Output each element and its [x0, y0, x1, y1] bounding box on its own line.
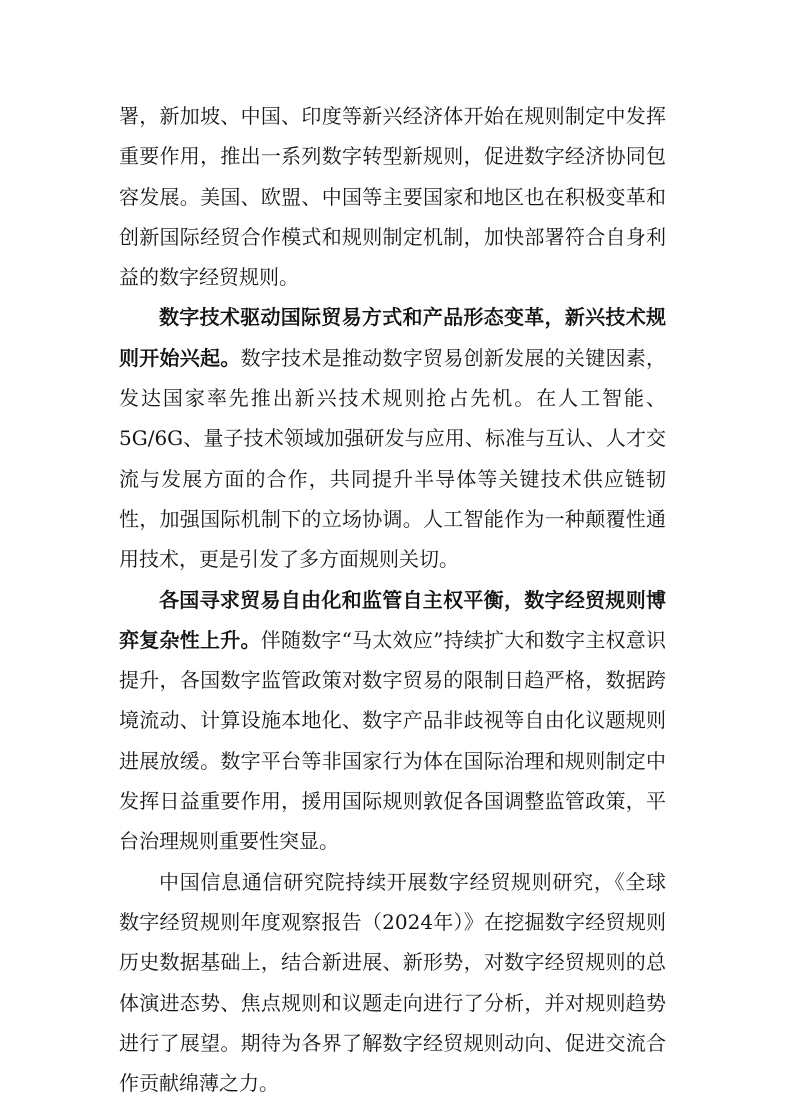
paragraph-text: 数字技术是推动数字贸易创新发展的关键因素，发达国家率先推出新兴技术规则抢占先机。在人工智能、5G/6G、量子技术领域加强研发与应用、标准与互认、人才交流与发展方面的合作，共同提升半导体等关键技术供应链韧性，加强国际机制下的立场协调。人工智能作为一种颠覆性通用技术，更是引发了多方面规则关切。	[119, 345, 667, 572]
paragraph-text: 署，新加坡、中国、印度等新兴经济体开始在规则制定中发挥重要作用，推出一系列数字转型新规则，促进数字经济协同包容发展。美国、欧盟、中国等主要国家和地区也在积极变革和创新国际经贸合作模式和规则制定机制，加快部署符合自身利益的数字经贸规则。	[119, 104, 666, 290]
document-body	[119, 96, 666, 1103]
paragraph-text: 伴随数字“马太效应”持续扩大和数字主权意识提升，各国数字监管政策对数字贸易的限制日趋严格，数据跨境流动、计算设施本地化、数字产品非歧视等自由化议题规则进展放缓。数字平台等非国家行为体在国际治理和规则制定中发挥日益重要作用，援用国际规则敦促各国调整监管政策，平台治理规则重要性突显。	[119, 627, 667, 854]
paragraph-lead-heading: 各国寻求贸易自由化和监管自主权平衡，数字经贸规则博弈复杂性上升。	[119, 587, 666, 652]
paragraph-text: 中国信息通信研究院持续开展数字经贸规则研究，《全球数字经贸规则年度观察报告（2024年）》在挖掘数字经贸规则历史数据基础上，结合新进展、新形势，对数字经贸规则的总体演进态势、焦点规则和议题走向进行了分析，并对规则趋势进行了展望。期待为各界了解数字经贸规则动向、促进交流合作贡献绵薄之力。	[119, 869, 666, 1096]
paragraph-emerging-tech-rules	[119, 297, 666, 579]
paragraph-lead-heading: 数字技术驱动国际贸易方式和产品形态变革，新兴技术规则开始兴起。	[119, 305, 666, 370]
paragraph-report-intro	[119, 862, 666, 1103]
paragraph-regulatory-balance	[119, 580, 666, 862]
paragraph-continuation	[119, 96, 666, 297]
